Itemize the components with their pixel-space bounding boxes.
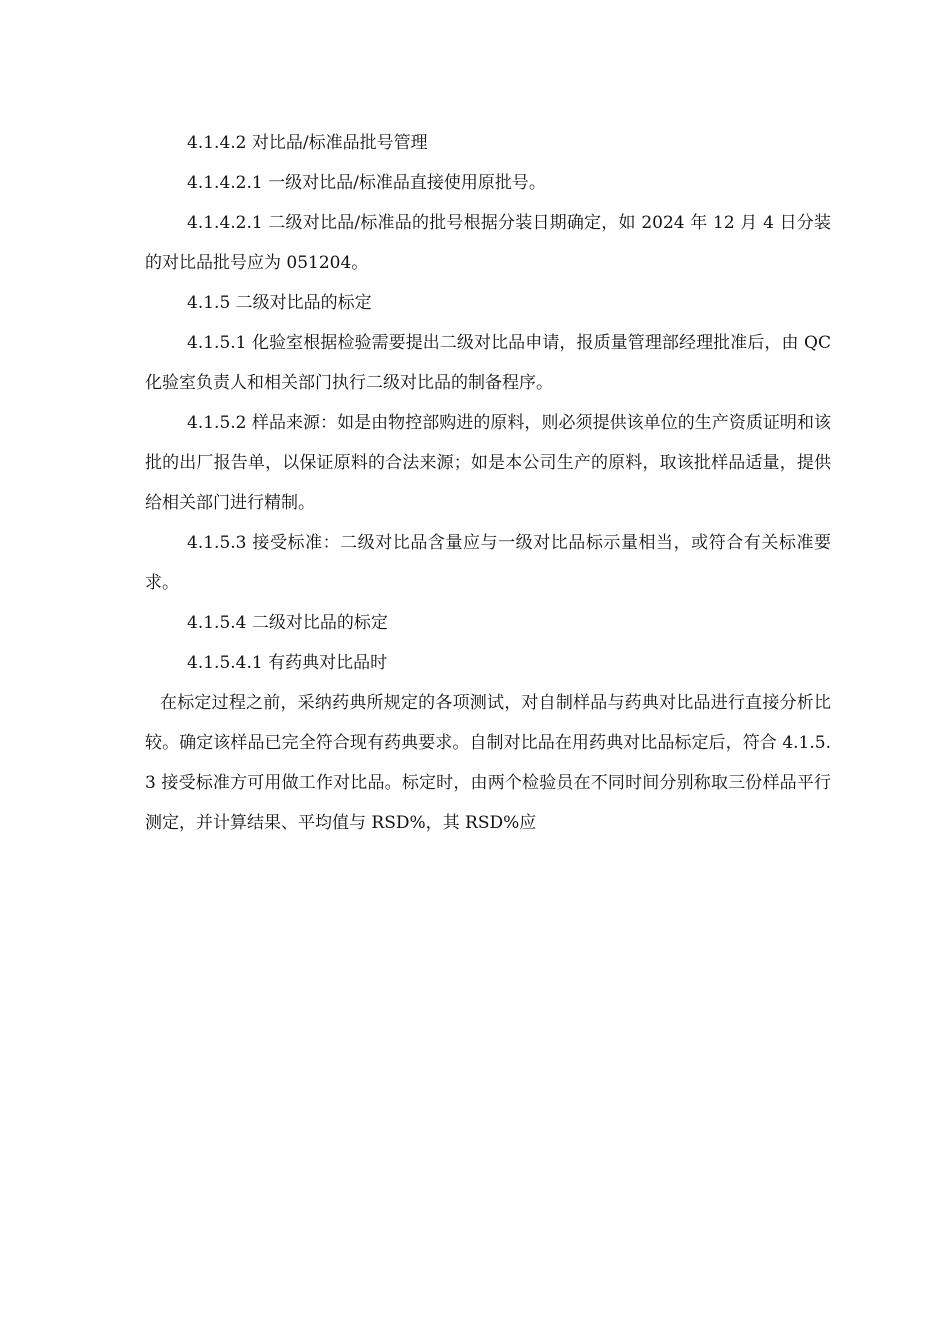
paragraph-calibration-procedure: 在标定过程之前，采纳药典所规定的各项测试，对自制样品与药典对比品进行直接分析比较。确定该样品已完全符合现有药典要求。自制对比品在用药典对比品标定后，符合 4.1.5.3 接受标准方可用做工作对比品。标定时，由两个检验员在不同时间分别称取三份样品平行测定，并计算结果、平均值与 RSD%，其 RSD%应: [145, 693, 831, 833]
section-heading-4-1-4-2: 4.1.4.2 对比品/标准品批号管理: [187, 133, 428, 153]
section-heading-4-1-5: 4.1.5 二级对比品的标定: [187, 293, 372, 313]
section-heading-4-1-5-4: 4.1.5.4 二级对比品的标定: [187, 613, 388, 633]
paragraph-4-1-4-2-1-second-level: 4.1.4.2.1 二级对比品/标准品的批号根据分装日期确定，如 2024 年 12 月 4 日分装的对比品批号应为 051204。: [145, 213, 831, 273]
paragraph-4-1-5-1: 4.1.5.1 化验室根据检验需要提出二级对比品申请，报质量管理部经理批准后，由 QC 化验室负责人和相关部门执行二级对比品的制备程序。: [145, 333, 831, 393]
document-body: [145, 123, 831, 843]
paragraph-4-1-4-2-1-first-level: 4.1.4.2.1 一级对比品/标准品直接使用原批号。: [187, 173, 546, 193]
section-heading-4-1-5-4-1: 4.1.5.4.1 有药典对比品时: [187, 653, 388, 673]
paragraph-4-1-5-2: 4.1.5.2 样品来源：如是由物控部购进的原料，则必须提供该单位的生产资质证明和该批的出厂报告单，以保证原料的合法来源；如是本公司生产的原料，取该批样品适量，提供给相关部门进行精制。: [145, 413, 831, 513]
paragraph-4-1-5-3: 4.1.5.3 接受标准：二级对比品含量应与一级对比品标示量相当，或符合有关标准要求。: [145, 533, 831, 593]
